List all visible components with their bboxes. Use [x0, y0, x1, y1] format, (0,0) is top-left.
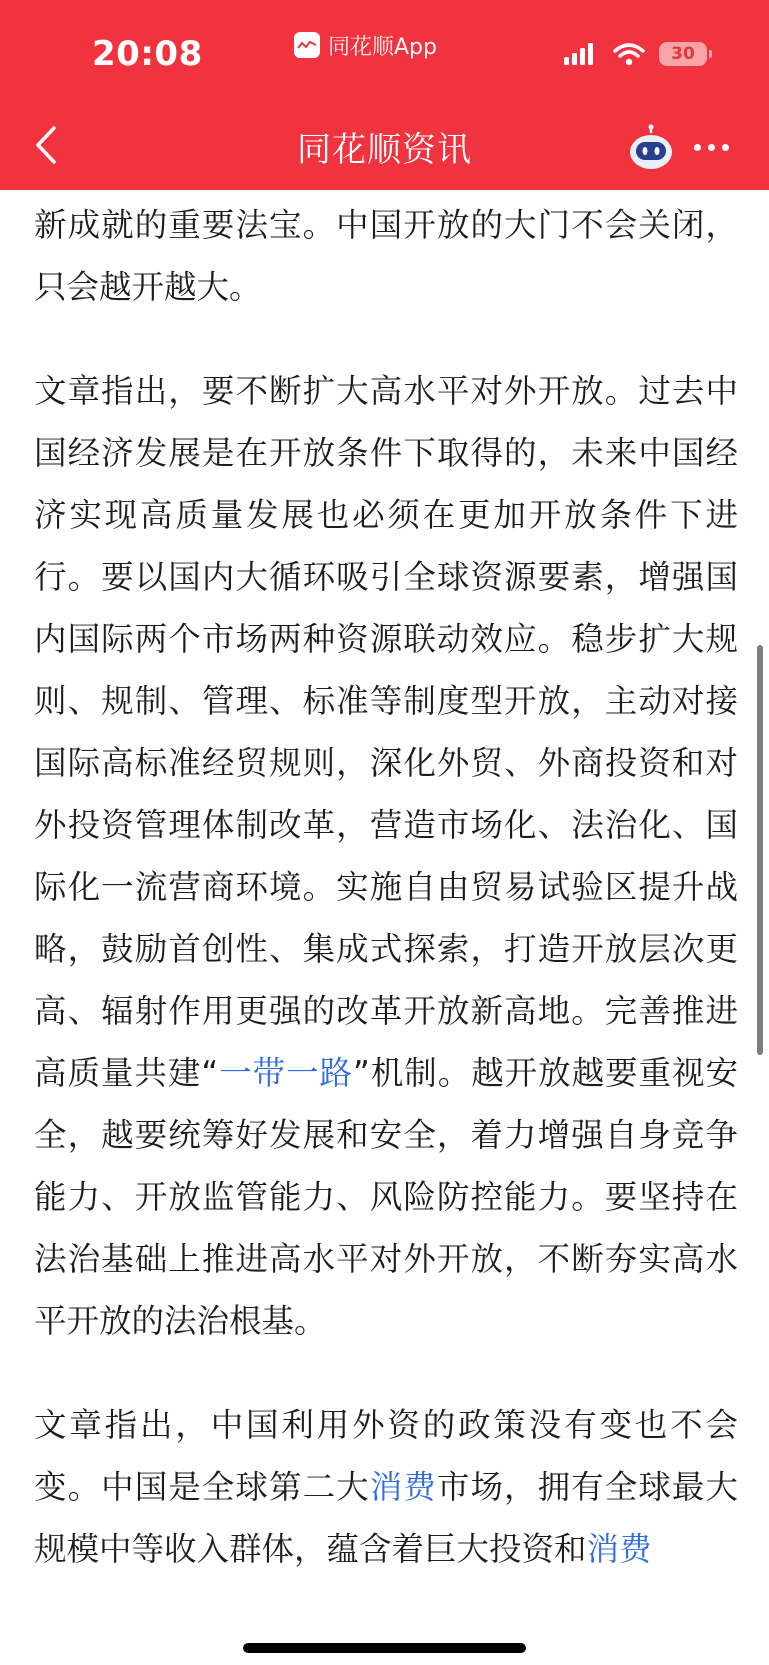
- article-paragraph: 文章指出，中国利用外资的政策没有变也不会变。中国是全球第二大消费市场，拥有全球最大规模中等收入群体，蕴含着巨大投资和消费: [34, 1406, 738, 1568]
- robot-icon: [627, 124, 675, 172]
- app-name: 同花顺App: [328, 34, 437, 60]
- battery-level: 30: [671, 44, 695, 64]
- home-indicator[interactable]: [243, 1643, 526, 1653]
- article-body: [34, 194, 738, 1580]
- battery-icon: [659, 42, 707, 66]
- app-indicator[interactable]: [294, 28, 437, 62]
- topic-link[interactable]: 一带一路: [218, 1054, 354, 1092]
- app-header: [0, 0, 769, 190]
- scrollbar[interactable]: [757, 645, 763, 1055]
- topic-link[interactable]: 消费: [369, 1468, 437, 1506]
- status-icons: [563, 42, 707, 66]
- more-button[interactable]: [694, 140, 734, 154]
- status-time: 20:08: [92, 34, 203, 74]
- app-logo-icon: [294, 32, 320, 58]
- article-paragraph: 新成就的重要法宝。中国开放的大门不会关闭，只会越开越大。: [34, 206, 738, 306]
- article-paragraph: 文章指出，要不断扩大高水平对外开放。过去中国经济发展是在开放条件下取得的，未来中国经济实现高质量发展也必须在更加开放条件下进行。要以国内大循环吸引全球资源要素，增强国内国际两个市场两种资源联动效应。稳步扩大规则、规制、管理、标准等制度型开放，主动对接国际高标准经贸规则，深化外贸、外商投资和对外投资管理体制改革，营造市场化、法治化、国际化一流营商环境。实施自由贸易试验区提升战略，鼓励首创性、集成式探索，打造开放层次更高、辐射作用更强的改革开放新高地。完善推进高质量共建“一带一路”机制。越开放越要重视安全，越要统筹好发展和安全，着力增强自身竞争能力、开放监管能力、风险防控能力。要坚持在法治基础上推进高水平对外开放，不断夯实高水平开放的法治根基。: [34, 372, 738, 1340]
- more-dots-icon: [694, 144, 701, 151]
- page-title: 同花顺资讯: [297, 130, 472, 170]
- signal-icon: [563, 42, 599, 66]
- topic-link[interactable]: 消费: [586, 1530, 652, 1568]
- wifi-icon: [613, 42, 645, 66]
- assistant-button[interactable]: [627, 124, 675, 172]
